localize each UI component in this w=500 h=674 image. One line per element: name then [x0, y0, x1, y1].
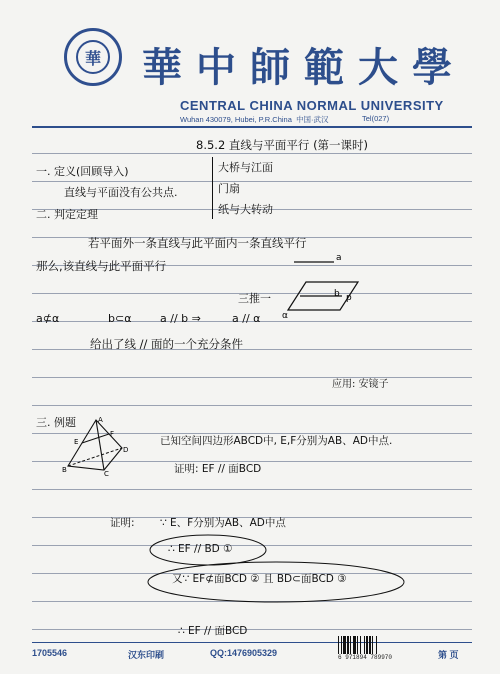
proof-highlight-loops: [146, 532, 416, 606]
vertex-label: C: [104, 470, 109, 476]
barcode: [338, 636, 418, 664]
symbolic-conclusion: a // α: [232, 312, 261, 325]
page-number-label: 第 页: [438, 650, 459, 660]
section2-heading: 二. 判定定理: [36, 208, 98, 221]
theorem-line-2: 那么,该直线与此平面平行: [36, 259, 167, 273]
vertex-label: B: [62, 466, 67, 474]
lesson-title: 8.5.2 直线与平面平行 (第一课时): [196, 138, 369, 152]
ruled-line: [32, 181, 472, 182]
example-item: 门扇: [218, 182, 240, 195]
vertex-label: F: [110, 430, 115, 438]
example-problem: 已知空间四边形ABCD中, E,F分别为AB、AD中点.: [160, 435, 393, 447]
example-item: 大桥与江面: [218, 161, 273, 174]
ruled-line: [32, 629, 472, 630]
figure-caption: 三推一: [238, 292, 271, 305]
barcode-number: 6 971894 789970: [338, 654, 393, 661]
barcode-bar: [377, 636, 379, 654]
loop-step-3: [148, 562, 404, 602]
loop-step-2: [150, 535, 266, 565]
label-alpha: α: [282, 311, 288, 321]
ruled-line: [32, 405, 472, 406]
ruled-line: [32, 153, 472, 154]
header-divider: [32, 126, 472, 128]
ruled-line: [32, 489, 472, 490]
bracket-line: [212, 157, 213, 219]
printer-name: 汉东印刷: [128, 650, 165, 660]
symbolic-condition: b⊂α: [108, 312, 132, 325]
barcode-bars: [338, 636, 418, 654]
university-logo: [64, 28, 122, 86]
university-name-cn: 華中師範大學: [142, 44, 466, 91]
section3-heading: 三. 例题: [36, 416, 76, 429]
theorem-line-1: 若平面外一条直线与此平面内一条直线平行: [88, 236, 307, 250]
proof-step-2: ∴ EF // BD ①: [168, 543, 233, 555]
vertex-label: E: [74, 438, 79, 446]
tetrahedron-figure: [60, 414, 130, 476]
proof-step-1: ∵ E、F分别为AB、AD中点: [160, 517, 286, 529]
symbolic-condition: a⊄α: [36, 312, 60, 325]
serial-number: 1705546: [32, 648, 68, 658]
example-goal: 证明: EF // 面BCD: [174, 463, 262, 475]
proof-label: 证明:: [110, 517, 135, 529]
university-address: Wuhan 430079, Hubei, P.R.China 中国·武汉: [180, 115, 329, 124]
vertex-label: D: [123, 446, 129, 454]
example-item: 纸与大转动: [218, 203, 273, 216]
section1-body: 直线与平面没有公共点.: [64, 186, 178, 199]
label-p: p: [346, 293, 352, 303]
symbolic-condition: a // b ⇒: [160, 312, 201, 325]
application-note: 应用: 安镜子: [332, 379, 389, 390]
logo-emblem: 華: [76, 40, 110, 74]
section1-heading: 一. 定义(回顾导入): [36, 165, 129, 178]
university-name-en: CENTRAL CHINA NORMAL UNIVERSITY: [180, 98, 444, 113]
tetra-hidden-edge: [68, 448, 122, 466]
label-b: b: [334, 289, 340, 299]
university-tel: Tel(027): [362, 114, 390, 123]
summary-line: 给出了线 // 面的一个充分条件: [90, 337, 244, 351]
plane-figure: [276, 248, 366, 324]
label-a: a: [336, 253, 342, 263]
ruled-line: [32, 377, 472, 378]
printer-qq: QQ:1476905329: [210, 648, 278, 658]
proof-step-3: 又∵ EF⊄面BCD ② 且 BD⊂面BCD ③: [172, 573, 347, 585]
vertex-label: A: [98, 416, 103, 424]
proof-conclusion: ∴ EF // 面BCD: [178, 625, 248, 637]
